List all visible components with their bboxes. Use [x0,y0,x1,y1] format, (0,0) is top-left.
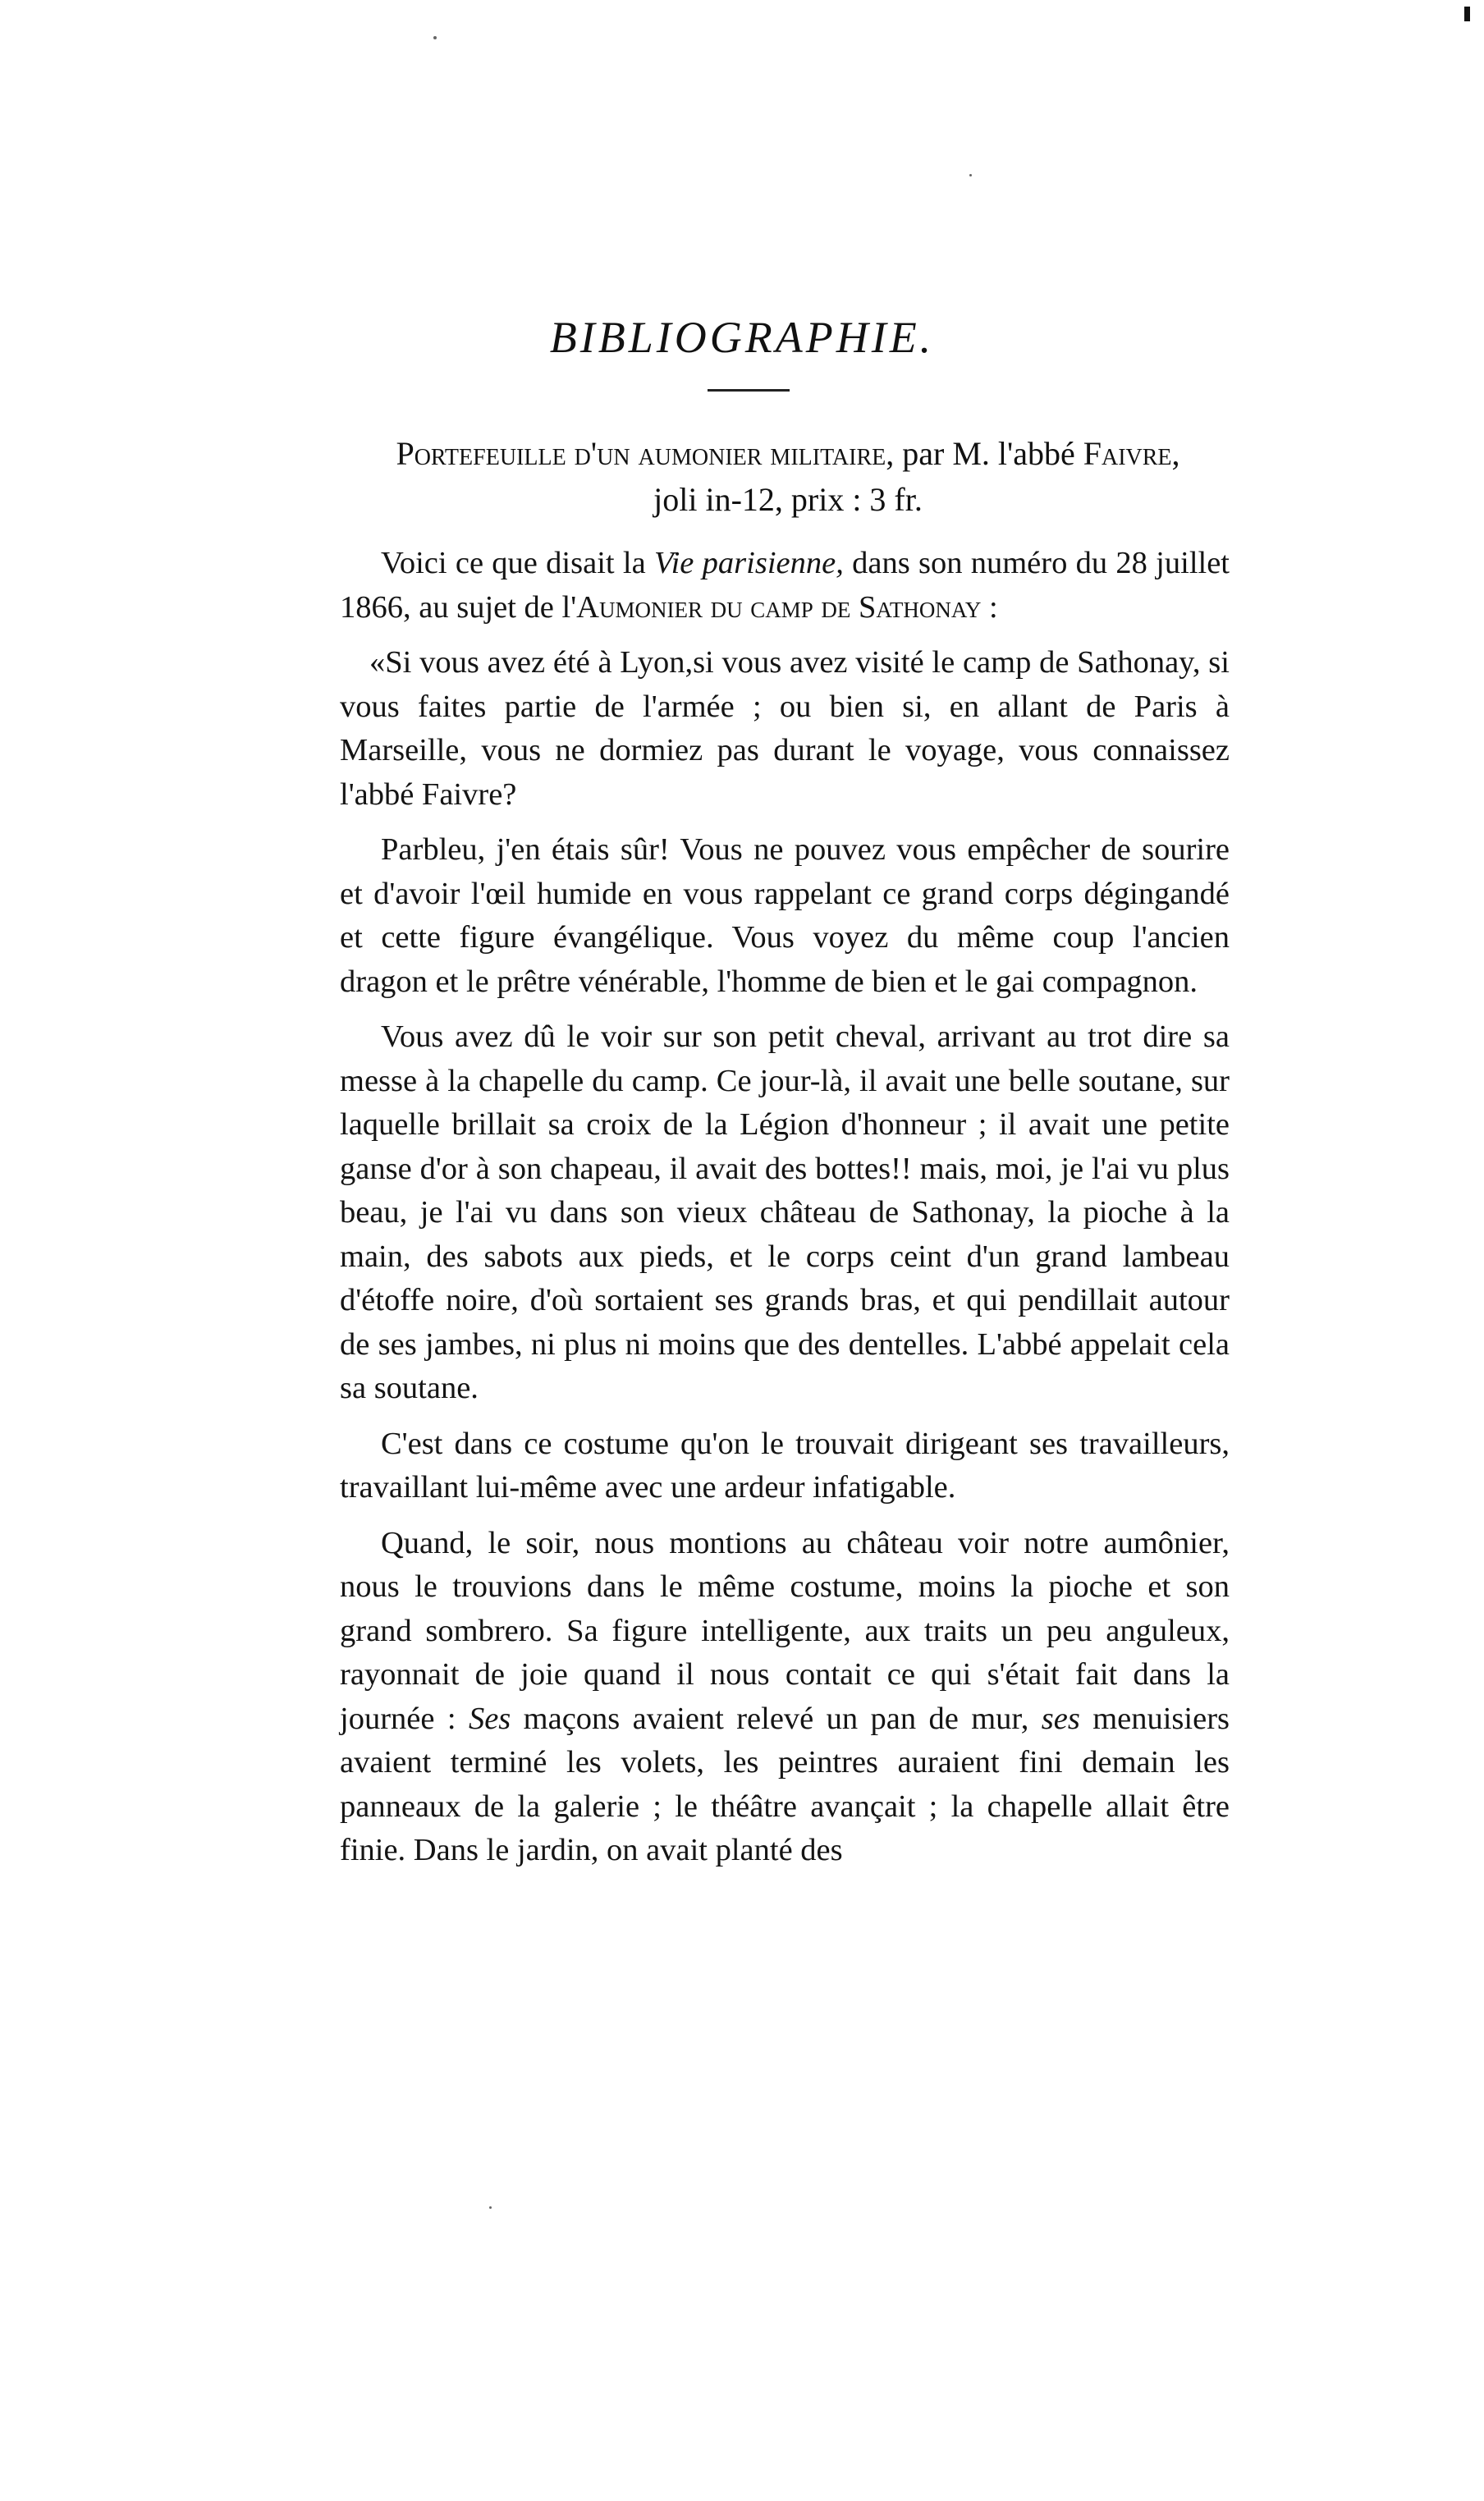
author-name: Faivre, [1083,435,1180,472]
publication-name: Vie parisienne, [653,546,844,580]
title-rule [708,389,790,392]
intro-paragraph [340,542,1230,630]
paragraph-text: maçons avaient relevé un pan de mur, [511,1701,1042,1736]
book-title: Portefeuille d'un aumonier militaire, [396,435,895,472]
corner-ink-mark [1464,7,1470,21]
body-text [340,542,1230,1885]
quote-paragraph: Vous avez dû le voir sur son petit cheval, arrivant au trot dire sa messe à la chapelle du camp. Ce jour-là, il avait une belle soutane, sur laquelle brillait sa croix de la Légion d'honneur ; il avait une petite ganse d'or à son chapeau, il avait des bottes!! mais, moi, je l'ai vu plus beau, je l'ai vu dans son vieux château de Sathonay, la pioche à la main, des sabots aux pieds, et le corps ceint d'un grand lambeau d'étoffe noire, d'où sortaient ses grands bras, et qui pendillait autour de ses jambes, ni plus ni moins que des dentelles. L'abbé appelait cela sa soutane. [340,1019,1230,1405]
italic-word: ses [1041,1701,1080,1736]
subject-title: Aumonier du camp de Sathonay [576,589,982,625]
page-title: BIBLIOGRAPHIE. [549,313,935,362]
paragraph-text: Quand, le soir, nous montions au château voir notre aumônier, nous le trouvions dans le même costume, moins la pioche et son grand sombrero. Sa figure intelligente, aux traits un peu anguleux, rayonnait de joie quand il nous contait ce qui s'était fait dans la journée : [340,1525,1230,1736]
intro-text: : [981,589,998,625]
heading-line-2: joli in-12, prix : 3 fr. [653,481,923,518]
paragraph-text: menuisiers avaient terminé les volets, les peintres auraient fini demain les panneaux de la galerie ; le théâtre avançait ; la chapelle allait être finie. Dans le jardin, on avait planté des [340,1701,1230,1867]
book-heading [328,431,1248,523]
stray-dot [969,174,972,176]
quote-paragraph: Parbleu, j'en étais sûr! Vous ne pouvez vous empêcher de sourire et d'avoir l'œil humide en vous rappelant ce grand corps dégingandé et cette figure évangélique. Vous voyez du même coup l'ancien dragon et le prêtre vénérable, l'homme de bien et le gai compagnon. [340,832,1230,999]
stray-dot [433,36,437,39]
quote-paragraph: C'est dans ce costume qu'on le trouvait dirigeant ses travailleurs, travaillant lui-même avec une ardeur infatigable. [340,1426,1230,1505]
intro-text: dans son numéro du 28 juillet 1866, au sujet de l' [340,546,1230,625]
quote-paragraph [340,1522,1230,1873]
quote-paragraph: «Si vous avez été à Lyon,si vous avez visité le camp de Sathonay, si vous faites partie de l'armée ; ou bien si, en allant de Paris à Marseille, vous ne dormiez pas durant le voyage, vous connaissez l'abbé Faivre? [340,645,1230,812]
intro-text: Voici ce que disait la [381,546,654,580]
heading-byline: par M. l'abbé [894,435,1083,472]
italic-word: Ses [468,1701,511,1736]
stray-dot [489,2206,492,2209]
heading-line-1 [328,431,1248,477]
